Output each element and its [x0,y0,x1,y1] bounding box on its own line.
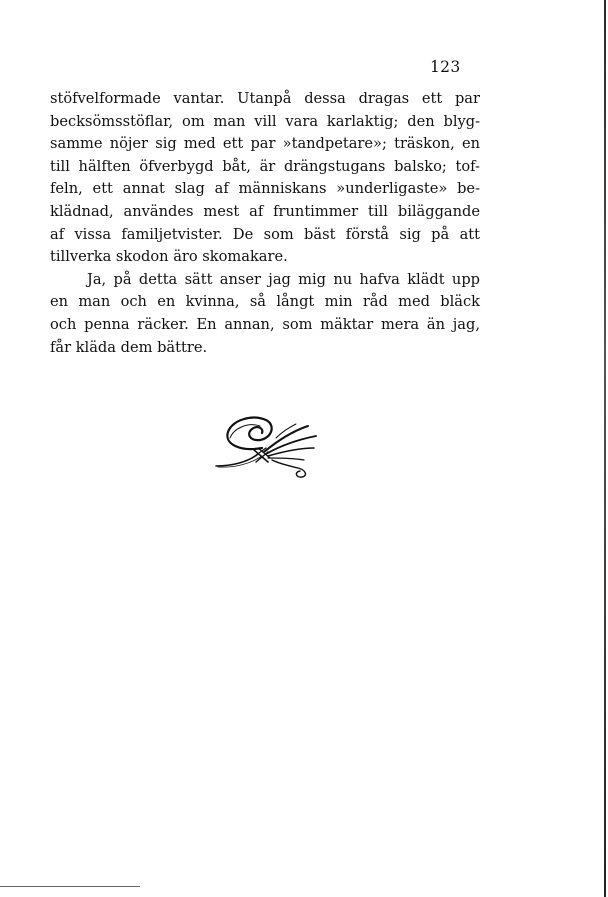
body-text [50,88,480,359]
text-line: feln, ett annat slag af människans »underligaste» be- [50,180,480,198]
text-line: samme nöjer sig med ett par »tandpetare»; träskon, en [50,135,480,153]
text-line: becksömsstöflar, om man vill vara karlaktig; den blyg- [50,112,480,130]
text-line: får kläda dem bättre. [50,338,208,356]
flourish-ornament-icon [210,408,325,480]
paragraph-1 [50,88,480,269]
paragraph-2 [50,269,480,359]
text-line: klädnad, användes mest af fruntimmer till biläggande [50,202,480,220]
text-line: en man och en kvinna, så långt min råd med bläck [50,293,480,311]
page-edge-right [604,0,606,897]
text-line: tillverka skodon äro skomakare. [50,248,288,266]
page-number: 123 [430,58,461,76]
text-line: till hälften öfverbygd båt, är drängstugans balsko; tof- [50,157,480,175]
page-edge-bottom [0,886,140,887]
text-line: stöfvelformade vantar. Utanpå dessa dragas ett par [50,90,480,107]
text-line: och penna räcker. En annan, som mäktar mera än jag, [50,315,480,333]
text-line: Ja, på detta sätt anser jag mig nu hafva klädt upp [87,270,480,288]
text-line: af vissa familjetvister. De som bäst förstå sig på att [50,225,480,243]
